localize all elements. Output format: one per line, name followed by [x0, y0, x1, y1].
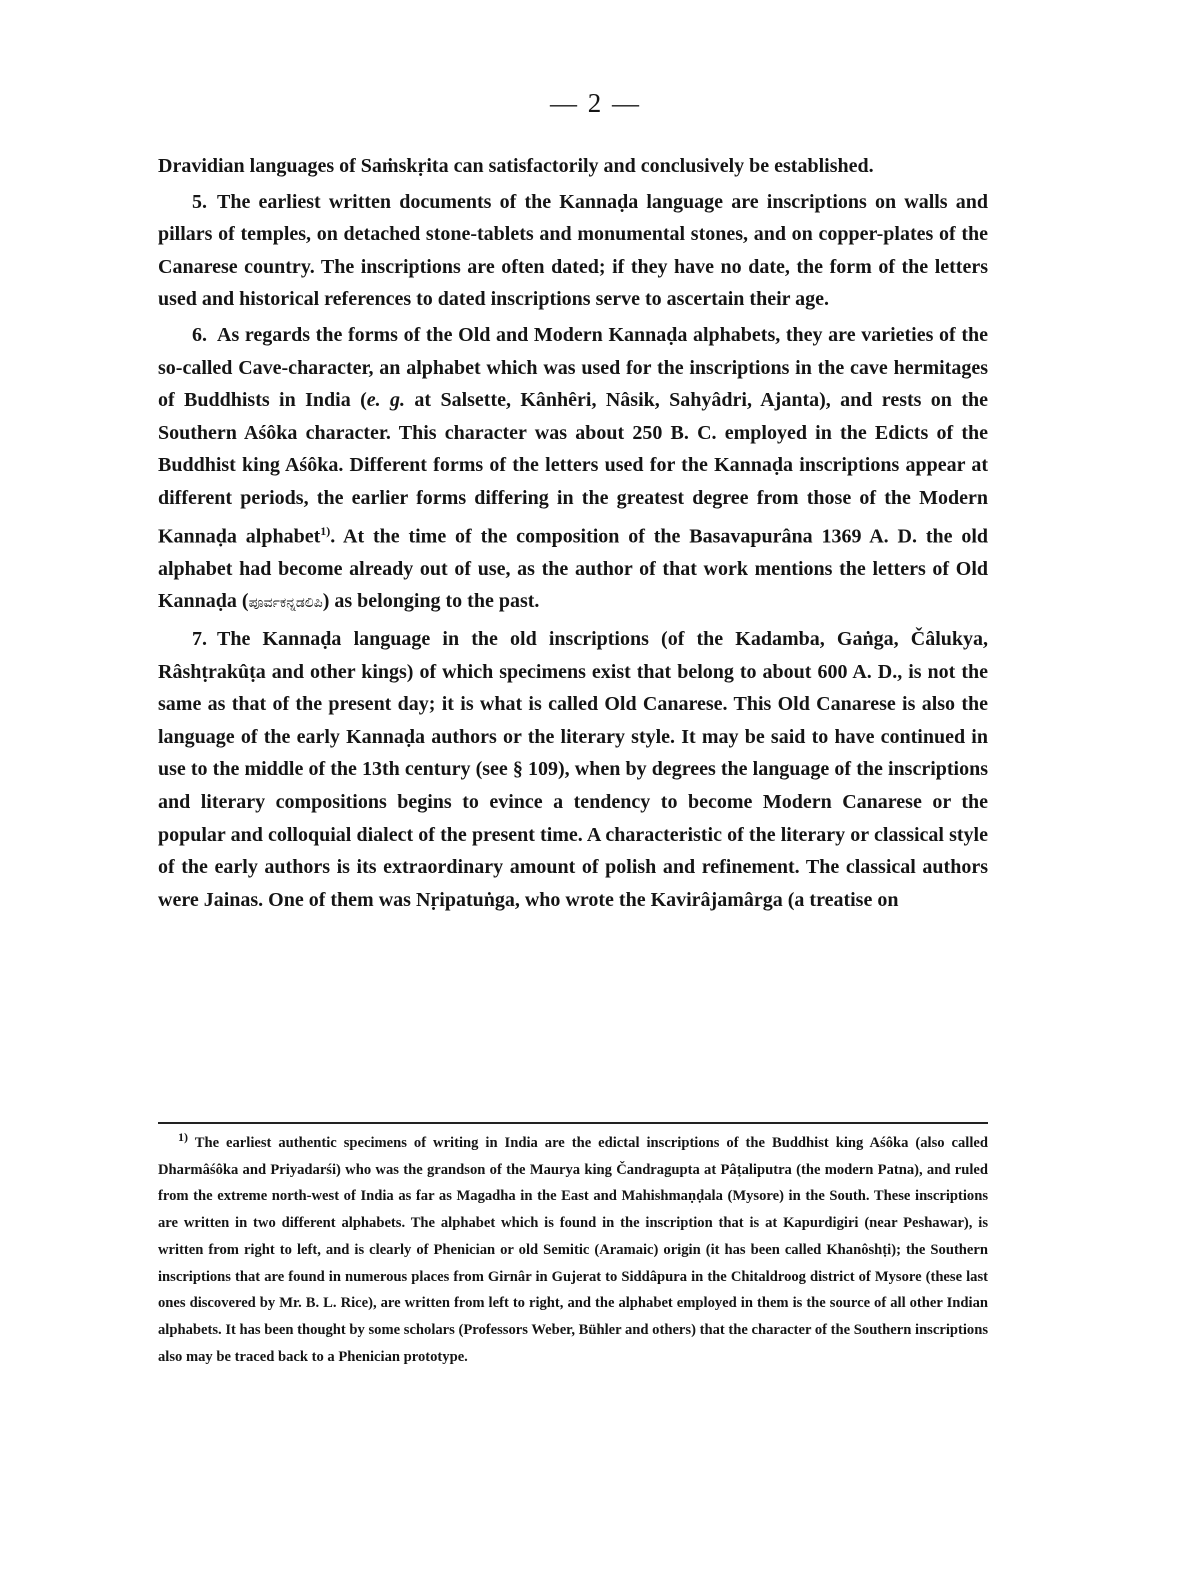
paragraph-text: . At the time of the composition of the Basavapurâna 1369 A. D. the old alphabet had become already out of use, as the author of that work mentions the letters of Old Kannaḍa (	[158, 525, 989, 613]
footnote-reference: 1)	[320, 523, 331, 538]
body-text	[158, 150, 988, 919]
kannada-script-term: ಪೂರ್ವಕನ್ನಡಲಿಪಿ	[248, 595, 323, 612]
paragraph-7	[158, 623, 988, 916]
footnote	[158, 1130, 988, 1370]
paragraph-5	[158, 186, 988, 316]
footnote-divider	[158, 1122, 988, 1124]
abbreviation-eg: e. g.	[366, 389, 406, 412]
paragraph-text: As regards the forms of the Old and Modern Kannaḍa alphabets, they are varieties of the so-called Cave-character, an alphabet which was used for the inscriptions in the cave hermitages of Buddhists in India (	[158, 323, 988, 412]
footnote-marker: 1)	[178, 1130, 188, 1145]
paragraph-text: at Salsette, Kânhêri, Nâsik, Sahyâdri, Ajanta), and rests on the Southern Aśôka character. This character was about 250 B. C. employed in the Edicts of the Buddhist king Aśôka. Different forms of the letters used for the Kannaḍa inscriptions appear at different periods, the earlier forms differing in the greatest degree from those of the Modern Kannaḍa alphabet	[158, 389, 988, 548]
paragraph-text: The earliest written documents of the Kannaḍa language are inscriptions on walls and pillars of temples, on detached stone-tablets and monumental stones, and on copper-plates of the Canarese country. The inscriptions are often dated; if they have no date, the form of the letters used and historical references to dated inscriptions serve to ascertain their age.	[158, 190, 988, 311]
paragraph-number: 6.	[192, 323, 207, 346]
paragraph-text: The Kannaḍa language in the old inscriptions (of the Kadamba, Gaṅga, Čâlukya, Râshṭrakûṭa and other kings) of which specimens exist that belong to about 600 A. D., is not the same as that of the present day; it is what is called Old Canarese. This Old Canarese is also the language of the early Kannaḍa authors or the literary style. It may be said to have continued in use to the middle of the 13th century (see § 109), when by degrees the language of the inscriptions and literary compositions begins to evince a tendency to become Modern Canarese or the popular and colloquial dialect of the present time. A characteristic of the literary or classical style of the early authors is its extraordinary amount of polish and refinement. The classical authors were Jainas. One of them was Nṛipatuṅga, who wrote the Kavirâjamârga (a treatise on	[158, 627, 988, 911]
paragraph-number: 7.	[192, 627, 207, 650]
paragraph-text: ) as belonging to the past.	[322, 590, 540, 613]
page-number: — 2 —	[550, 88, 641, 118]
paragraph-4-continuation: Dravidian languages of Saṁskṛita can satisfactorily and conclusively be established.	[158, 155, 874, 177]
footnote-text: The earliest authentic specimens of writing in India are the edictal inscriptions of the Buddhist king Aśôka (also called Dharmâśôka and Priyadarśi) who was the grandson of the Maurya king Čandragupta at Pâṭaliputra (the modern Patna), and ruled from the extreme north-west of India as far as Magadha in the East and Mahishmaṇḍala (Mysore) in the South. These inscriptions are written in two different alphabets. The alphabet which is found in the inscription that is at Kapurdigiri (near Peshawar), is written from right to left, and is clearly of Phenician or old Semitic (Aramaic) origin (it has been called Khanôshṭi); the Southern inscriptions that are found in numerous places from Girnâr in Gujerat to Siddâpura in the Chitaldroog district of Mysore (these last ones discovered by Mr. B. L. Rice), are written from left to right, and the alphabet employed in them is the source of all other Indian alphabets. It has been thought by some scholars (Professors Weber, Bühler and others) that the character of the Southern inscriptions also may be traced back to a Phenician prototype.	[158, 1135, 989, 1365]
paragraph-number: 5.	[192, 190, 207, 213]
paragraph-6	[158, 319, 988, 620]
